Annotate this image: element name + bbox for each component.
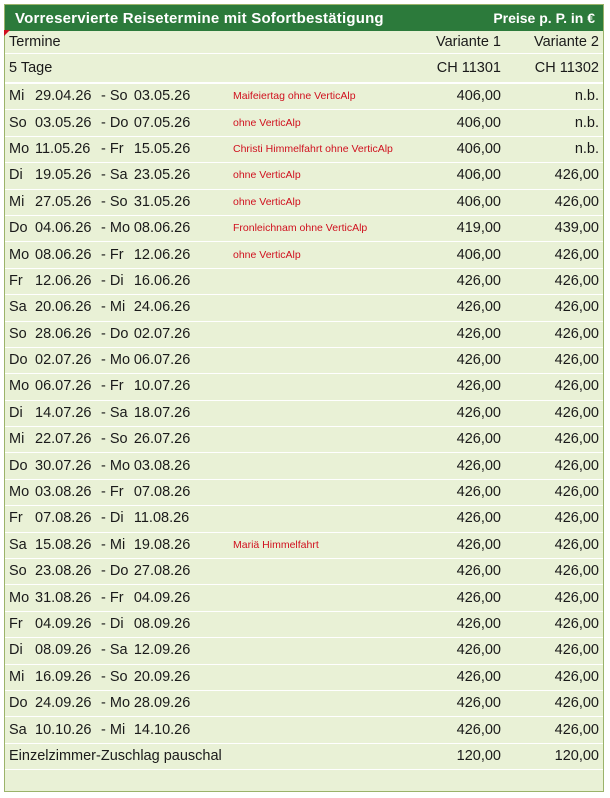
date-range: [5, 110, 229, 136]
table-row: [5, 268, 603, 294]
start-date: 27.05.26: [35, 193, 92, 210]
end-weekday: So: [109, 668, 128, 685]
price-variant2: 426,00: [505, 163, 603, 189]
table-row: [5, 559, 603, 585]
end-weekday: Fr: [109, 140, 124, 157]
price-table-panel: [4, 4, 604, 792]
date-separator: -: [101, 510, 110, 527]
price-variant1: 419,00: [405, 215, 505, 241]
price-variant2: 426,00: [505, 268, 603, 294]
date-separator: -: [101, 167, 110, 184]
footer-row: [5, 743, 603, 769]
start-date: 16.09.26: [35, 668, 92, 685]
start-weekday: Di: [9, 404, 23, 421]
date-separator: -: [101, 695, 110, 712]
date-range: [5, 83, 229, 110]
table-title: Vorreservierte Reisetermine mit Sofortbestätigung: [15, 9, 384, 27]
row-note: [229, 690, 405, 716]
start-date: 04.06.26: [35, 220, 92, 237]
date-range: [5, 427, 229, 453]
start-weekday: Mi: [9, 431, 25, 448]
date-range: [5, 189, 229, 215]
row-note: ohne VerticAlp: [229, 242, 405, 268]
end-weekday: Sa: [109, 642, 128, 659]
date-separator: -: [101, 378, 110, 395]
date-separator: -: [101, 457, 110, 474]
date-separator: -: [101, 140, 110, 157]
date-range: [5, 163, 229, 189]
start-date: 24.09.26: [35, 695, 92, 712]
end-weekday: Di: [109, 616, 124, 632]
date-range: [5, 717, 229, 743]
date-range: [5, 453, 229, 479]
price-variant2: 426,00: [505, 559, 603, 585]
row-note: [229, 585, 405, 611]
row-note: Maifeiertag ohne VerticAlp: [229, 83, 405, 110]
table-row: [5, 136, 603, 162]
end-date: 07.08.26: [133, 484, 191, 501]
end-date: 03.08.26: [133, 457, 191, 474]
date-range: [5, 347, 229, 373]
table-row: [5, 215, 603, 241]
col-variant2: Variante 2: [505, 31, 603, 54]
end-weekday: Do: [109, 563, 129, 580]
price-variant2: 426,00: [505, 532, 603, 558]
price-variant1: 426,00: [405, 559, 505, 585]
date-range: [5, 268, 229, 294]
date-range: [5, 559, 229, 585]
start-weekday: Mi: [9, 668, 25, 685]
price-variant2: 426,00: [505, 664, 603, 690]
price-variant1: 426,00: [405, 479, 505, 505]
price-variant1: 406,00: [405, 242, 505, 268]
price-variant2: 426,00: [505, 295, 603, 321]
start-weekday: Mo: [9, 246, 30, 263]
row-note: ohne VerticAlp: [229, 110, 405, 136]
single-room-price-2: 120,00: [505, 743, 603, 769]
price-variant2: 426,00: [505, 638, 603, 664]
start-date: 20.06.26: [35, 299, 92, 316]
date-separator: -: [101, 563, 110, 580]
column-header-row: [5, 31, 603, 54]
price-variant1: 406,00: [405, 136, 505, 162]
red-corner-marker: [4, 30, 10, 36]
end-date: 23.05.26: [133, 167, 191, 184]
price-variant2: 426,00: [505, 427, 603, 453]
variant1-code: CH 11301: [405, 54, 505, 84]
date-separator: -: [101, 721, 110, 738]
start-date: 03.08.26: [35, 484, 92, 501]
table-row: [5, 638, 603, 664]
end-date: 08.06.26: [133, 220, 191, 237]
table-row: [5, 427, 603, 453]
end-weekday: Fr: [109, 484, 124, 501]
row-note: Fronleichnam ohne VerticAlp: [229, 215, 405, 241]
date-separator: -: [101, 668, 110, 685]
date-range: [5, 664, 229, 690]
start-date: 08.06.26: [35, 246, 92, 263]
end-date: 06.07.26: [133, 352, 191, 369]
start-date: 08.09.26: [35, 642, 92, 659]
end-date: 11.08.26: [133, 510, 190, 527]
start-date: 15.08.26: [35, 536, 92, 553]
start-weekday: So: [9, 325, 27, 342]
date-separator: -: [101, 616, 110, 632]
price-variant2: 426,00: [505, 585, 603, 611]
price-variant1: 426,00: [405, 321, 505, 347]
date-range: [5, 242, 229, 268]
price-variant2: n.b.: [505, 110, 603, 136]
row-note: Christi Himmelfahrt ohne VerticAlp: [229, 136, 405, 162]
start-weekday: Mi: [9, 193, 25, 210]
end-weekday: So: [109, 193, 128, 210]
price-variant2: n.b.: [505, 83, 603, 110]
start-weekday: So: [9, 114, 27, 131]
end-weekday: Sa: [109, 404, 128, 421]
start-weekday: Sa: [9, 536, 27, 553]
start-weekday: Mo: [9, 484, 30, 501]
price-variant1: 426,00: [405, 690, 505, 716]
date-range: [5, 321, 229, 347]
price-variant1: 426,00: [405, 717, 505, 743]
col-note-empty: [229, 31, 405, 54]
end-date: 07.05.26: [133, 114, 191, 131]
row-note: [229, 427, 405, 453]
end-weekday: Sa: [109, 167, 128, 184]
row-note: [229, 479, 405, 505]
start-weekday: Do: [9, 352, 28, 369]
price-variant2: 426,00: [505, 374, 603, 400]
row-note: [229, 321, 405, 347]
start-date: 31.08.26: [35, 589, 92, 606]
start-date: 03.05.26: [35, 114, 92, 131]
end-date: 12.06.26: [133, 246, 191, 263]
price-variant2: 426,00: [505, 690, 603, 716]
date-range: [5, 136, 229, 162]
row-note: Mariä Himmelfahrt: [229, 532, 405, 558]
table-row: [5, 690, 603, 716]
start-weekday: Fr: [9, 272, 23, 289]
date-range: [5, 638, 229, 664]
end-weekday: Fr: [109, 589, 124, 606]
table-row: [5, 400, 603, 426]
end-date: 03.05.26: [133, 88, 191, 105]
table-row: [5, 110, 603, 136]
dates-price-table: [5, 31, 603, 770]
single-room-price-1: 120,00: [405, 743, 505, 769]
end-weekday: Fr: [109, 378, 124, 395]
price-variant1: 426,00: [405, 585, 505, 611]
row-note: [229, 638, 405, 664]
end-weekday: Mi: [109, 536, 126, 553]
row-note: [229, 295, 405, 321]
start-date: 14.07.26: [35, 404, 92, 421]
start-date: 06.07.26: [35, 378, 92, 395]
end-date: 24.06.26: [133, 299, 191, 316]
start-date: 28.06.26: [35, 325, 92, 342]
start-weekday: Di: [9, 167, 23, 184]
table-row: [5, 347, 603, 373]
col-variant1: Variante 1: [405, 31, 505, 54]
price-variant2: 426,00: [505, 189, 603, 215]
date-range: [5, 611, 229, 637]
table-row: [5, 506, 603, 532]
date-separator: -: [101, 589, 110, 606]
start-weekday: Mo: [9, 589, 30, 606]
date-separator: -: [101, 404, 110, 421]
table-row: [5, 321, 603, 347]
price-variant2: 439,00: [505, 215, 603, 241]
date-separator: -: [101, 88, 110, 105]
end-date: 31.05.26: [133, 193, 191, 210]
date-range: [5, 479, 229, 505]
start-date: 11.05.26: [35, 140, 91, 157]
price-variant1: 426,00: [405, 611, 505, 637]
date-range: [5, 690, 229, 716]
end-date: 28.09.26: [133, 695, 191, 712]
start-weekday: So: [9, 563, 27, 580]
row-note: [229, 374, 405, 400]
start-weekday: Di: [9, 642, 23, 659]
start-date: 22.07.26: [35, 431, 92, 448]
row-note: ohne VerticAlp: [229, 163, 405, 189]
end-date: 19.08.26: [133, 536, 191, 553]
row-note: [229, 717, 405, 743]
table-row: [5, 585, 603, 611]
date-separator: -: [101, 536, 110, 553]
price-variant1: 406,00: [405, 110, 505, 136]
price-variant1: 406,00: [405, 83, 505, 110]
start-weekday: Sa: [9, 299, 27, 316]
dates-body: [5, 83, 603, 743]
end-weekday: Mi: [109, 299, 126, 316]
date-separator: -: [101, 272, 110, 289]
price-variant2: 426,00: [505, 611, 603, 637]
start-weekday: Sa: [9, 721, 27, 738]
price-variant2: 426,00: [505, 321, 603, 347]
table-row: [5, 295, 603, 321]
price-variant1: 426,00: [405, 638, 505, 664]
price-variant1: 426,00: [405, 400, 505, 426]
price-variant1: 406,00: [405, 163, 505, 189]
price-variant1: 426,00: [405, 427, 505, 453]
date-range: [5, 295, 229, 321]
single-room-label: Einzelzimmer-Zuschlag pauschal: [5, 743, 405, 769]
price-variant2: 426,00: [505, 453, 603, 479]
price-variant2: 426,00: [505, 242, 603, 268]
start-weekday: Mo: [9, 378, 30, 395]
prices-label: Preise p. P. in €: [493, 10, 595, 26]
row-note: [229, 347, 405, 373]
table-row: [5, 664, 603, 690]
start-date: 12.06.26: [35, 272, 92, 289]
start-weekday: Mo: [9, 140, 30, 157]
price-variant1: 426,00: [405, 295, 505, 321]
end-date: 08.09.26: [133, 616, 191, 632]
date-separator: -: [101, 352, 110, 369]
end-weekday: Fr: [109, 246, 124, 263]
start-date: 10.10.26: [35, 721, 92, 738]
row-note: [229, 506, 405, 532]
row-note: [229, 268, 405, 294]
end-weekday: Di: [109, 510, 124, 527]
end-weekday: Do: [109, 325, 129, 342]
date-separator: -: [101, 484, 110, 501]
date-range: [5, 215, 229, 241]
start-date: 30.07.26: [35, 457, 92, 474]
price-variant1: 426,00: [405, 374, 505, 400]
date-range: [5, 585, 229, 611]
start-weekday: Do: [9, 457, 28, 474]
end-date: 15.05.26: [133, 140, 191, 157]
end-date: 04.09.26: [133, 589, 191, 606]
row-note: [229, 664, 405, 690]
price-variant2: 426,00: [505, 479, 603, 505]
start-date: 07.08.26: [35, 510, 92, 527]
end-date: 12.09.26: [133, 642, 191, 659]
end-weekday: So: [109, 88, 128, 105]
date-range: [5, 506, 229, 532]
end-weekday: Mo: [109, 457, 131, 474]
price-variant1: 426,00: [405, 453, 505, 479]
duration-row: [5, 54, 603, 84]
table-header-bar: [5, 5, 603, 31]
end-weekday: So: [109, 431, 128, 448]
start-weekday: Do: [9, 695, 28, 712]
date-separator: -: [101, 246, 110, 263]
end-date: 27.08.26: [133, 563, 191, 580]
table-row: [5, 532, 603, 558]
start-date: 04.09.26: [35, 616, 92, 632]
price-variant1: 426,00: [405, 268, 505, 294]
price-variant1: 426,00: [405, 506, 505, 532]
table-row: [5, 374, 603, 400]
start-date: 02.07.26: [35, 352, 92, 369]
col-termine: Termine: [5, 31, 229, 54]
end-date: 14.10.26: [133, 721, 191, 738]
end-weekday: Mo: [109, 220, 131, 237]
date-separator: -: [101, 114, 110, 131]
row-note: [229, 559, 405, 585]
end-date: 16.06.26: [133, 272, 191, 289]
table-row: [5, 242, 603, 268]
end-date: 02.07.26: [133, 325, 191, 342]
date-range: [5, 532, 229, 558]
end-date: 10.07.26: [133, 378, 191, 395]
table-row: [5, 453, 603, 479]
row-note: [229, 400, 405, 426]
row-note: [229, 453, 405, 479]
start-date: 19.05.26: [35, 167, 92, 184]
date-separator: -: [101, 193, 110, 210]
table-row: [5, 479, 603, 505]
price-variant2: 426,00: [505, 506, 603, 532]
row-note: ohne VerticAlp: [229, 189, 405, 215]
table-row: [5, 611, 603, 637]
end-date: 18.07.26: [133, 404, 191, 421]
end-weekday: Mo: [109, 695, 131, 712]
table-row: [5, 163, 603, 189]
price-variant2: 426,00: [505, 347, 603, 373]
table-row: [5, 189, 603, 215]
end-weekday: Do: [109, 114, 129, 131]
start-weekday: Mi: [9, 88, 25, 105]
start-weekday: Do: [9, 220, 28, 237]
row-note: [229, 611, 405, 637]
price-variant2: 426,00: [505, 717, 603, 743]
date-separator: -: [101, 642, 110, 659]
date-separator: -: [101, 325, 110, 342]
price-variant2: n.b.: [505, 136, 603, 162]
price-variant1: 406,00: [405, 189, 505, 215]
end-weekday: Mo: [109, 352, 131, 369]
date-separator: -: [101, 220, 110, 237]
date-separator: -: [101, 299, 110, 316]
start-weekday: Fr: [9, 616, 23, 632]
price-variant1: 426,00: [405, 532, 505, 558]
price-variant1: 426,00: [405, 664, 505, 690]
variant2-code: CH 11302: [505, 54, 603, 84]
start-date: 23.08.26: [35, 563, 92, 580]
price-variant2: 426,00: [505, 400, 603, 426]
end-date: 20.09.26: [133, 668, 191, 685]
end-date: 26.07.26: [133, 431, 191, 448]
start-date: 29.04.26: [35, 88, 92, 105]
date-range: [5, 400, 229, 426]
table-row: [5, 717, 603, 743]
end-weekday: Mi: [109, 721, 126, 738]
duration-label: 5 Tage: [5, 54, 229, 84]
date-separator: -: [101, 431, 110, 448]
price-variant1: 426,00: [405, 347, 505, 373]
date-range: [5, 374, 229, 400]
table-row: [5, 83, 603, 110]
start-weekday: Fr: [9, 510, 23, 527]
end-weekday: Di: [109, 272, 124, 289]
